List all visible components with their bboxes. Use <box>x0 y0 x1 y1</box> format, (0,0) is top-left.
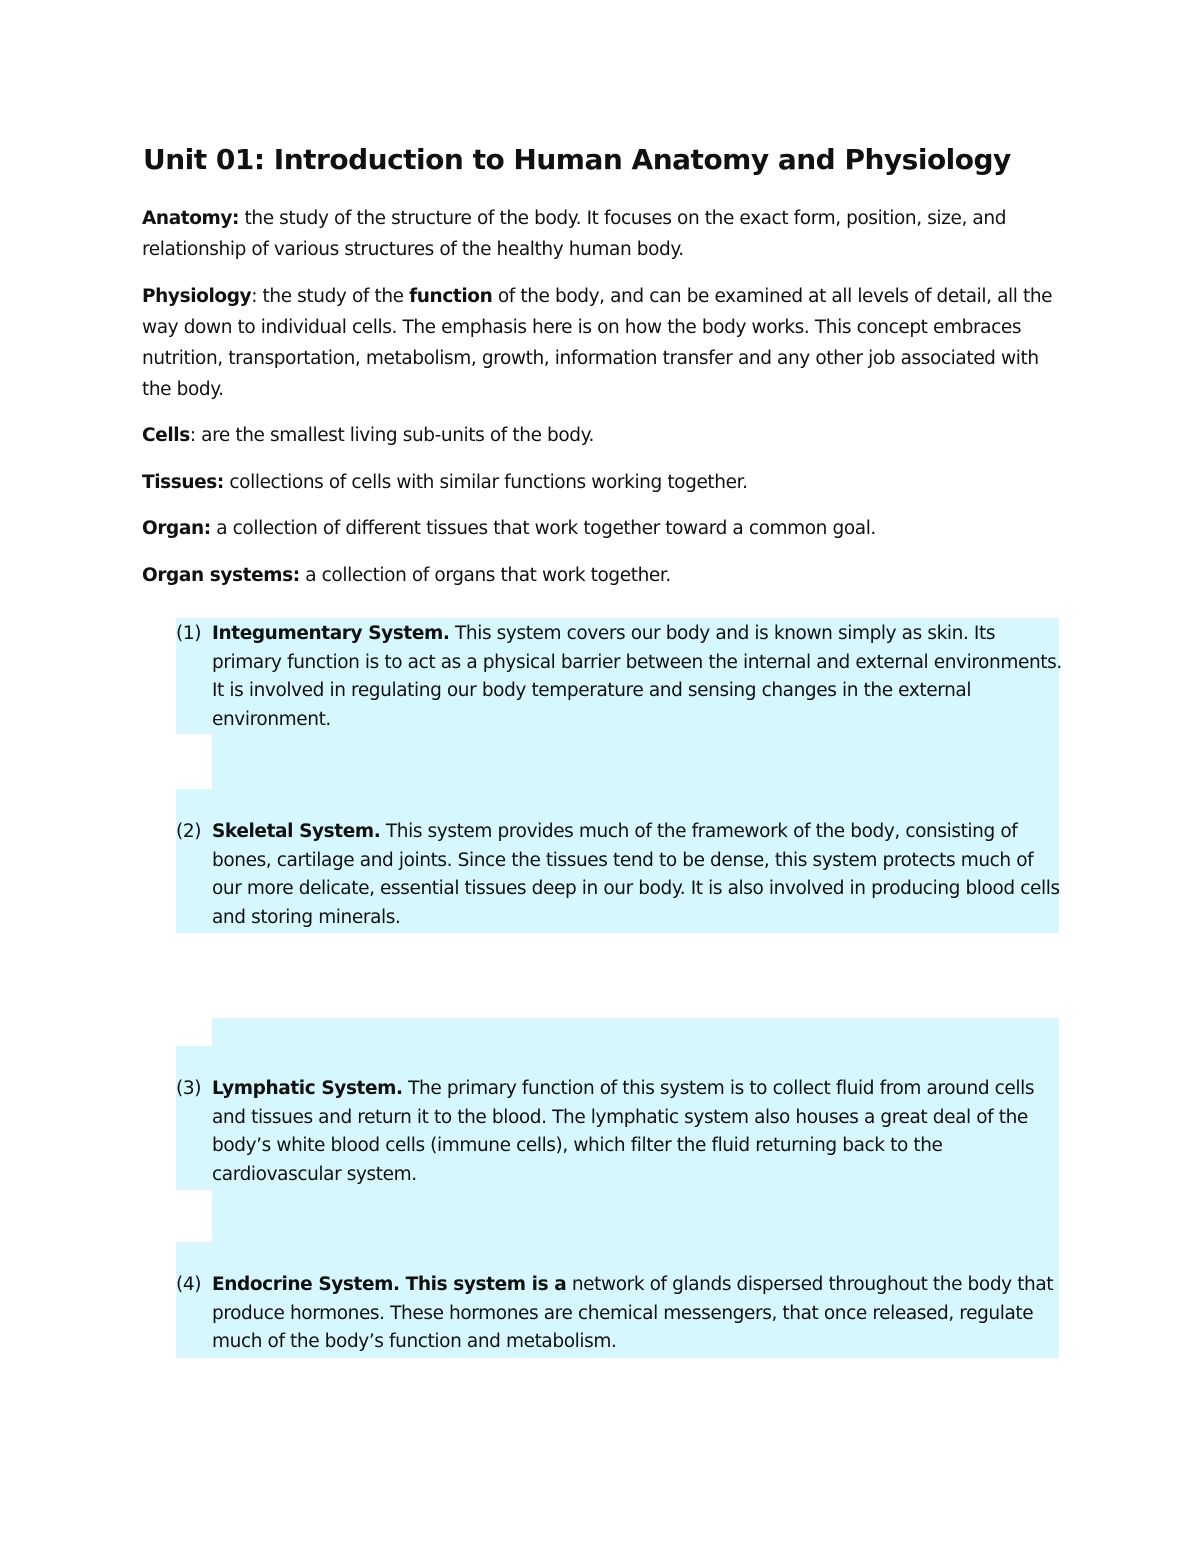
definition-cells-text: : are the smallest living sub-units of the body. <box>189 425 595 446</box>
system-description: network of glands dispersed throughout the body that produce hormones. These hormones are chemical messengers, that once released, regulate much of the body’s function and metabolism. <box>212 1274 1054 1353</box>
definition-physiology-text-b: of the body, and can be examined at all levels of detail, all the way down to individual cells. The emphasis here is on how the body works. This concept embraces nutrition, transportation, metabolism, growth, information transfer and any other job associated with the body. <box>142 286 1053 400</box>
system-description: The primary function of this system is to collect fluid from around cells and tissues and return it to the blood. The lymphatic system also houses a great deal of the body’s white blood cells (immune cells), which filter the fluid returning back to the cardiovascular system. <box>212 1078 1035 1185</box>
highlight-block <box>212 734 1059 789</box>
page-title: Unit 01: Introduction to Human Anatomy and Physiology <box>143 143 1011 176</box>
system-item-integumentary <box>176 620 1066 734</box>
system-item-endocrine <box>176 1271 1066 1357</box>
system-description: This system covers our body and is known simply as skin. Its primary function is to act as a physical barrier between the internal and external environments. It is involved in regulating our body temperature and sensing changes in the external environment. <box>212 623 1062 730</box>
list-number: (4) <box>176 1274 202 1295</box>
term-tissues: Tissues: <box>142 472 224 493</box>
definition-organ-text: a collection of different tissues that work together toward a common goal. <box>210 518 876 539</box>
system-name: Lymphatic System. <box>212 1078 403 1099</box>
definition-anatomy-text: the study of the structure of the body. It focuses on the exact form, position, size, and relationship of various structures of the healthy human body. <box>142 208 1007 260</box>
highlight-block <box>212 1190 1059 1242</box>
definition-anatomy <box>142 203 1072 265</box>
system-name: Integumentary System. <box>212 623 450 644</box>
list-number: (3) <box>176 1078 202 1099</box>
definition-tissues <box>142 467 1072 498</box>
definition-organ-systems <box>142 560 1072 591</box>
definition-physiology <box>142 281 1072 405</box>
system-name: Skeletal System. <box>212 821 381 842</box>
term-organ: Organ: <box>142 518 211 539</box>
term-cells: Cells <box>142 425 190 446</box>
term-anatomy: Anatomy: <box>142 208 240 229</box>
definition-organ-systems-text: a collection of organs that work together. <box>299 565 671 586</box>
list-number: (2) <box>176 821 202 842</box>
highlight-block <box>212 1018 1059 1046</box>
list-number: (1) <box>176 623 202 644</box>
system-item-lymphatic <box>176 1075 1066 1189</box>
system-description: This system provides much of the framework of the body, consisting of bones, cartilage and joints. Since the tissues tend to be dense, this system protects much of our more delicate, essential tissues deep in our body. It is also involved in producing blood cells and storing minerals. <box>212 821 1060 928</box>
term-organ-systems: Organ systems: <box>142 565 300 586</box>
emphasis-function: function <box>409 286 493 307</box>
definition-organ <box>142 513 1072 544</box>
definition-tissues-text: collections of cells with similar functions working together. <box>223 472 748 493</box>
definition-physiology-text-a: : the study of the <box>251 286 410 307</box>
definition-cells <box>142 420 1072 451</box>
system-item-skeletal <box>176 818 1066 932</box>
term-physiology: Physiology <box>142 286 252 307</box>
system-name: Endocrine System. This system is a <box>212 1274 567 1295</box>
